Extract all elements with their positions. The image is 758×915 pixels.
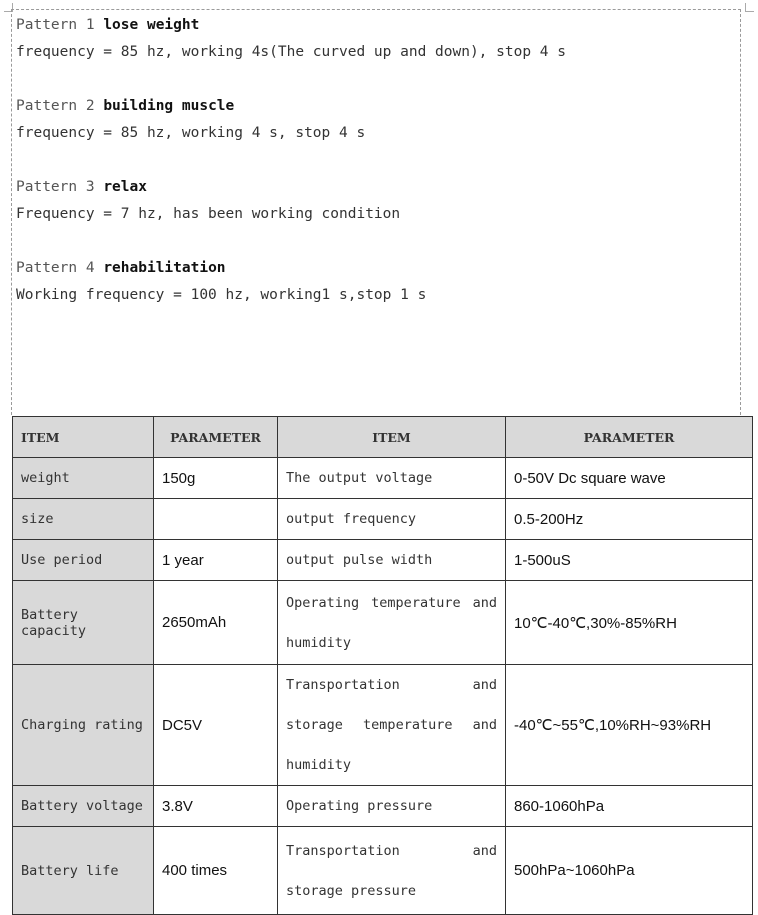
row-parameter: -40℃~55℃,10%RH~93%RH — [506, 665, 753, 786]
table-row — [13, 581, 753, 665]
pattern-title — [16, 255, 426, 282]
row-value: 150g — [154, 458, 278, 499]
header-item: ITEM — [278, 417, 506, 458]
pattern-description: Working frequency = 100 hz, working1 s,stop 1 s — [16, 287, 427, 303]
pattern-name: lose weight — [103, 17, 200, 33]
pattern-name: building muscle — [103, 98, 235, 114]
pattern-number: Pattern 1 — [16, 17, 95, 33]
row-item: Transportation and storage pressure — [278, 827, 506, 915]
pattern-number: Pattern 2 — [16, 98, 95, 114]
row-value: 2650mAh — [154, 581, 278, 665]
row-item: Operating pressure — [278, 786, 506, 827]
specification-table — [12, 416, 753, 915]
row-item: output pulse width — [278, 540, 506, 581]
pattern-title — [16, 12, 566, 39]
row-label: size — [13, 499, 154, 540]
row-item: output frequency — [278, 499, 506, 540]
pattern-name: rehabilitation — [103, 260, 226, 276]
pattern-description: Frequency = 7 hz, has been working condition — [16, 206, 401, 222]
pattern-description: frequency = 85 hz, working 4 s, stop 4 s — [16, 125, 366, 141]
row-item: Operating temperature and humidity — [278, 581, 506, 665]
table-row — [13, 665, 753, 786]
pattern-name: relax — [103, 179, 147, 195]
row-label: weight — [13, 458, 154, 499]
pattern-4 — [16, 255, 426, 309]
pattern-2 — [16, 93, 365, 147]
pattern-number: Pattern 3 — [16, 179, 95, 195]
row-label: Battery capacity — [13, 581, 154, 665]
row-parameter: 1-500uS — [506, 540, 753, 581]
pattern-1 — [16, 12, 566, 66]
corner-mark-right — [745, 3, 754, 12]
header-item: ITEM — [13, 417, 154, 458]
row-label: Battery voltage — [13, 786, 154, 827]
pattern-number: Pattern 4 — [16, 260, 95, 276]
pattern-3 — [16, 174, 400, 228]
row-label: Battery life — [13, 827, 154, 915]
table-row — [13, 786, 753, 827]
pattern-title — [16, 174, 400, 201]
row-parameter: 10℃-40℃,30%-85%RH — [506, 581, 753, 665]
table-header-row — [13, 417, 753, 458]
table-row — [13, 458, 753, 499]
table-row — [13, 540, 753, 581]
table-row — [13, 499, 753, 540]
row-value: 3.8V — [154, 786, 278, 827]
row-value — [154, 499, 278, 540]
row-parameter: 860-1060hPa — [506, 786, 753, 827]
row-item: The output voltage — [278, 458, 506, 499]
row-parameter: 0-50V Dc square wave — [506, 458, 753, 499]
row-parameter: 500hPa~1060hPa — [506, 827, 753, 915]
row-value: DC5V — [154, 665, 278, 786]
row-item: Transportation and storage temperature and humidity — [278, 665, 506, 786]
row-value: 1 year — [154, 540, 278, 581]
pattern-description: frequency = 85 hz, working 4s(The curved up and down), stop 4 s — [16, 44, 566, 60]
row-parameter: 0.5-200Hz — [506, 499, 753, 540]
row-value: 400 times — [154, 827, 278, 915]
row-label: Use period — [13, 540, 154, 581]
pattern-title — [16, 93, 365, 120]
header-parameter: PARAMETER — [506, 417, 753, 458]
header-parameter: PARAMETER — [154, 417, 278, 458]
row-label: Charging rating — [13, 665, 154, 786]
table-row — [13, 827, 753, 915]
